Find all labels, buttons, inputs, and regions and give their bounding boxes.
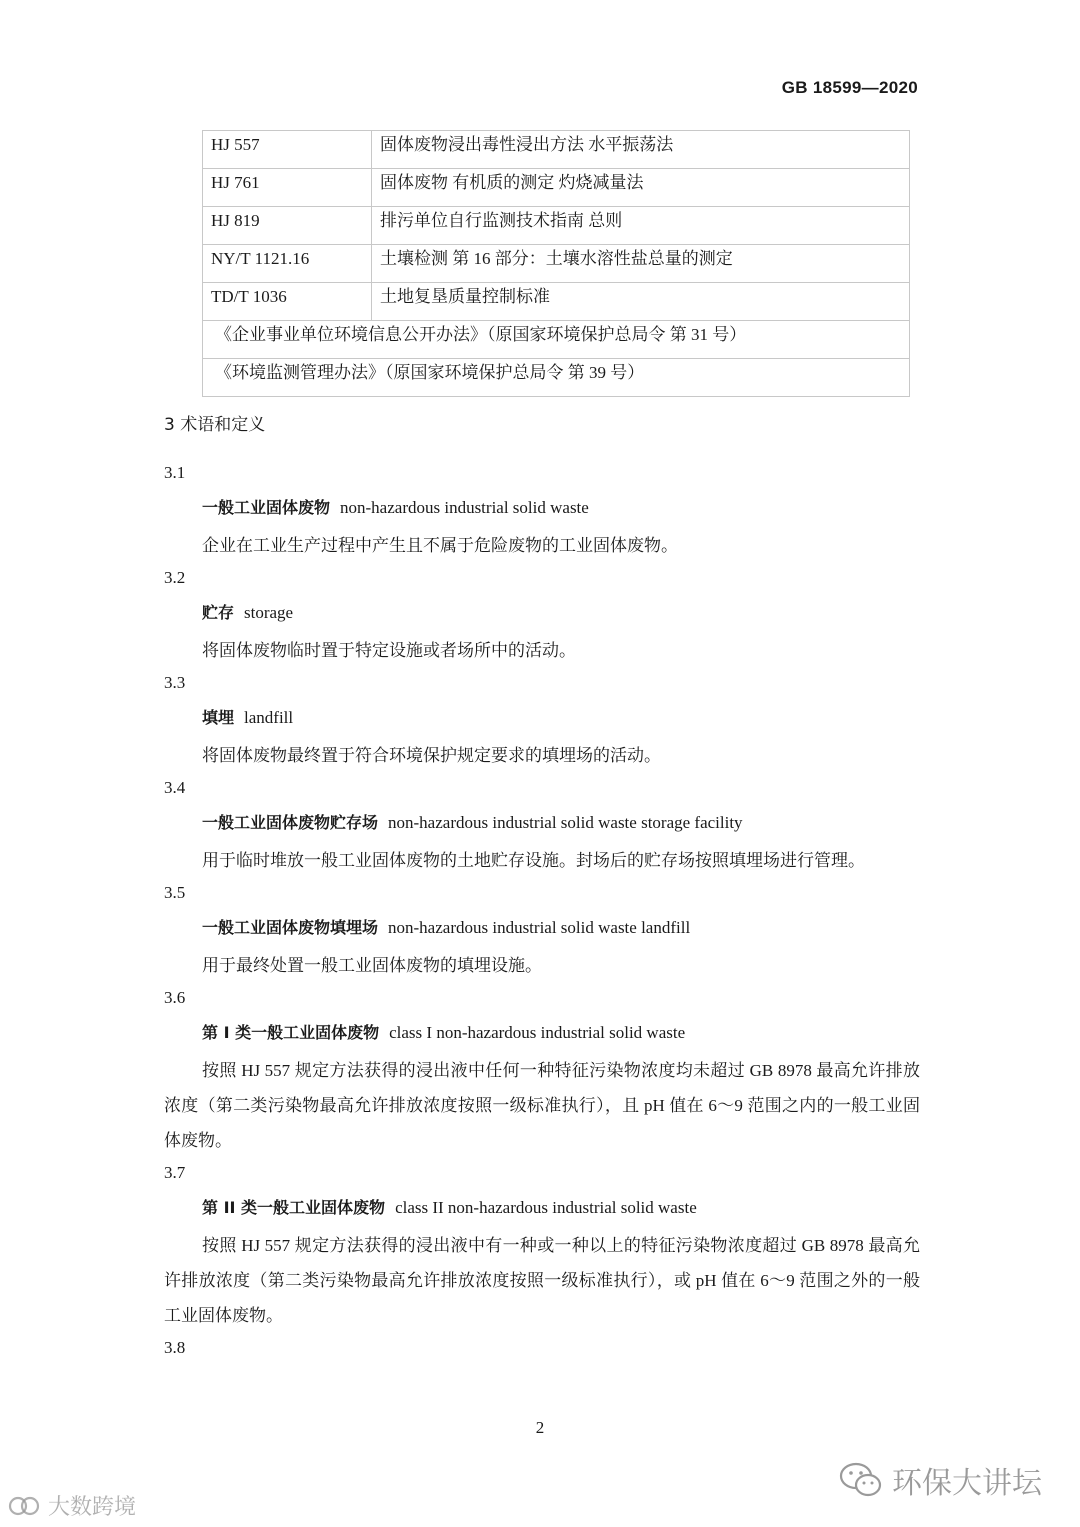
- term-name-english: non-hazardous industrial solid waste: [340, 498, 589, 517]
- watermark-right-text: 环保大讲坛: [892, 1466, 1042, 1501]
- term-name: [164, 598, 924, 633]
- reference-regulation: 《企业事业单位环境信息公开办法》（原国家环境保护总局令 第 31 号）: [203, 321, 910, 359]
- term-name: [164, 1193, 924, 1228]
- term-definition: 按照 HJ 557 规定方法获得的浸出液中任何一种特征污染物浓度均未超过 GB 8978 最高允许排放浓度（第二类污染物最高允许排放浓度按照一级标准执行），且 pH 值在 6～9 范围之内的一般工业固体废物。: [164, 1061, 920, 1150]
- term-name-chinese: 第 II 类一般工业固体废物: [202, 1198, 386, 1217]
- reference-title: 固体废物 有机质的测定 灼烧减量法: [372, 169, 910, 207]
- page-number: 2: [535, 1418, 545, 1437]
- reference-row: [203, 169, 910, 207]
- term-name: [164, 808, 924, 843]
- reference-row: [203, 283, 910, 321]
- term-name-english: landfill: [244, 708, 294, 727]
- term-name: [164, 1018, 924, 1053]
- term-entry: [164, 878, 924, 983]
- standard-code: GB 18599—2020: [781, 78, 918, 97]
- reference-regulation: 《环境监测管理办法》（原国家环境保护总局令 第 39 号）: [203, 359, 910, 397]
- term-entry: [164, 983, 924, 1158]
- term-number: 3.7: [164, 1163, 186, 1182]
- reference-title: 排污单位自行监测技术指南 总则: [372, 207, 910, 245]
- reference-row: [203, 359, 910, 397]
- term-definition: 用于最终处置一般工业固体废物的填埋设施。: [202, 956, 542, 975]
- term-definition: 将固体废物临时置于特定设施或者场所中的活动。: [202, 641, 576, 660]
- term-name-chinese: 第 I 类一般工业固体废物: [202, 1023, 380, 1042]
- watermark-left: [6, 1490, 136, 1521]
- term-name: [164, 703, 924, 738]
- reference-row: [203, 321, 910, 359]
- section-heading: 3 术语和定义: [164, 415, 266, 435]
- terms-list: [164, 458, 924, 1368]
- reference-row: [203, 245, 910, 283]
- term-number: 3.8: [164, 1338, 186, 1357]
- term-number: 3.6: [164, 988, 186, 1007]
- term-definition: 用于临时堆放一般工业固体废物的土地贮存设施。封场后的贮存场按照填埋场进行管理。: [202, 851, 865, 870]
- term-number: 3.4: [164, 778, 186, 797]
- term-name-english: class I non-hazardous industrial solid waste: [389, 1023, 686, 1042]
- term-name-chinese: 一般工业固体废物贮存场: [202, 813, 379, 832]
- reference-row: [203, 207, 910, 245]
- term-number: 3.5: [164, 883, 186, 902]
- term-name: [164, 493, 924, 528]
- term-entry: [164, 773, 924, 878]
- reference-code: TD/T 1036: [203, 283, 372, 321]
- reference-code: HJ 557: [203, 131, 372, 169]
- term-name-chinese: 填埋: [202, 708, 235, 727]
- reference-row: [203, 131, 910, 169]
- references-table: [202, 130, 910, 397]
- term-definition: 将固体废物最终置于符合环境保护规定要求的填埋场的活动。: [202, 746, 661, 765]
- reference-title: 固体废物浸出毒性浸出方法 水平振荡法: [372, 131, 910, 169]
- term-number: 3.1: [164, 463, 186, 482]
- term-definition: 按照 HJ 557 规定方法获得的浸出液中有一种或一种以上的特征污染物浓度超过 GB 8978 最高允许排放浓度（第二类污染物最高允许排放浓度按照一级标准执行），或 pH 值在 6～9 范围之外的一般工业固体废物。: [164, 1236, 920, 1325]
- term-name-english: non-hazardous industrial solid waste landfill: [388, 918, 691, 937]
- term-name-english: storage: [244, 603, 294, 622]
- link-rings-icon: [6, 1493, 44, 1519]
- term-name-english: class II non-hazardous industrial solid waste: [395, 1198, 697, 1217]
- term-name-chinese: 一般工业固体废物: [202, 498, 331, 517]
- term-entry: [164, 563, 924, 668]
- term-entry: [164, 458, 924, 563]
- term-number: 3.3: [164, 673, 186, 692]
- reference-title: 土地复垦质量控制标准: [372, 283, 910, 321]
- term-definition: 企业在工业生产过程中产生且不属于危险废物的工业固体废物。: [202, 536, 678, 555]
- reference-code: HJ 819: [203, 207, 372, 245]
- watermark-right: [838, 1458, 1042, 1502]
- term-name-chinese: 贮存: [202, 603, 235, 622]
- reference-title: 土壤检测 第 16 部分：土壤水溶性盐总量的测定: [372, 245, 910, 283]
- term-entry: [164, 668, 924, 773]
- term-name-chinese: 一般工业固体废物填埋场: [202, 918, 379, 937]
- term-entry: [164, 1158, 924, 1333]
- term-name: [164, 913, 924, 948]
- wechat-icon: [838, 1460, 884, 1500]
- reference-code: HJ 761: [203, 169, 372, 207]
- watermark-left-text: 大数跨境: [48, 1495, 137, 1520]
- term-name-english: non-hazardous industrial solid waste storage facility: [388, 813, 743, 832]
- term-number: 3.2: [164, 568, 186, 587]
- reference-code: NY/T 1121.16: [203, 245, 372, 283]
